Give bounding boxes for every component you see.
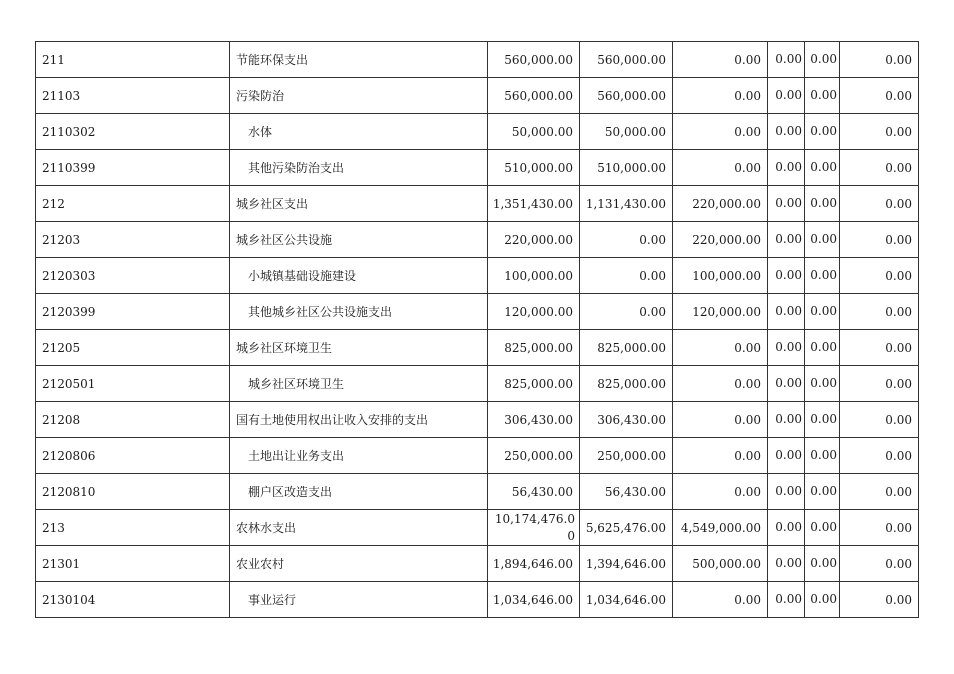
project-expenditure-cell: 0.00 bbox=[673, 150, 768, 186]
subject-code-cell: 21208 bbox=[36, 402, 230, 438]
project-expenditure-cell: 120,000.00 bbox=[673, 294, 768, 330]
subject-name-cell: 棚户区改造支出 bbox=[230, 474, 488, 510]
column-6-cell: 0.00 bbox=[768, 294, 805, 330]
table-row bbox=[36, 366, 919, 402]
column-7-cell: 0.00 bbox=[805, 402, 840, 438]
table-row bbox=[36, 78, 919, 114]
subject-code-cell: 211 bbox=[36, 42, 230, 78]
column-8-cell: 0.00 bbox=[840, 258, 919, 294]
total-amount-cell: 56,430.00 bbox=[488, 474, 580, 510]
column-7-cell: 0.00 bbox=[805, 78, 840, 114]
column-7-cell: 0.00 bbox=[805, 366, 840, 402]
basic-expenditure-cell: 250,000.00 bbox=[580, 438, 673, 474]
table-row bbox=[36, 222, 919, 258]
subject-code-cell: 213 bbox=[36, 510, 230, 546]
total-amount-cell: 220,000.00 bbox=[488, 222, 580, 258]
project-expenditure-cell: 100,000.00 bbox=[673, 258, 768, 294]
subject-name-cell: 事业运行 bbox=[230, 582, 488, 618]
basic-expenditure-cell: 560,000.00 bbox=[580, 78, 673, 114]
subject-name-cell: 城乡社区公共设施 bbox=[230, 222, 488, 258]
total-amount-cell: 100,000.00 bbox=[488, 258, 580, 294]
column-7-cell: 0.00 bbox=[805, 222, 840, 258]
column-8-cell: 0.00 bbox=[840, 222, 919, 258]
project-expenditure-cell: 0.00 bbox=[673, 42, 768, 78]
column-7-cell: 0.00 bbox=[805, 42, 840, 78]
project-expenditure-cell: 0.00 bbox=[673, 366, 768, 402]
column-8-cell: 0.00 bbox=[840, 42, 919, 78]
table-row bbox=[36, 582, 919, 618]
column-7-cell: 0.00 bbox=[805, 510, 840, 546]
column-8-cell: 0.00 bbox=[840, 438, 919, 474]
table-body bbox=[36, 42, 919, 618]
project-expenditure-cell: 500,000.00 bbox=[673, 546, 768, 582]
column-7-cell: 0.00 bbox=[805, 150, 840, 186]
subject-code-cell: 21301 bbox=[36, 546, 230, 582]
table-row bbox=[36, 474, 919, 510]
column-6-cell: 0.00 bbox=[768, 474, 805, 510]
column-7-cell: 0.00 bbox=[805, 582, 840, 618]
project-expenditure-cell: 220,000.00 bbox=[673, 222, 768, 258]
column-8-cell: 0.00 bbox=[840, 330, 919, 366]
column-6-cell: 0.00 bbox=[768, 402, 805, 438]
subject-name-cell: 土地出让业务支出 bbox=[230, 438, 488, 474]
total-amount-cell: 10,174,476.00 bbox=[488, 510, 580, 546]
column-8-cell: 0.00 bbox=[840, 474, 919, 510]
basic-expenditure-cell: 1,131,430.00 bbox=[580, 186, 673, 222]
column-6-cell: 0.00 bbox=[768, 150, 805, 186]
subject-code-cell: 2120501 bbox=[36, 366, 230, 402]
column-6-cell: 0.00 bbox=[768, 78, 805, 114]
project-expenditure-cell: 0.00 bbox=[673, 402, 768, 438]
total-amount-cell: 1,894,646.00 bbox=[488, 546, 580, 582]
column-6-cell: 0.00 bbox=[768, 438, 805, 474]
column-8-cell: 0.00 bbox=[840, 402, 919, 438]
table-row bbox=[36, 42, 919, 78]
subject-name-cell: 国有土地使用权出让收入安排的支出 bbox=[230, 402, 488, 438]
basic-expenditure-cell: 1,034,646.00 bbox=[580, 582, 673, 618]
subject-code-cell: 2120806 bbox=[36, 438, 230, 474]
basic-expenditure-cell: 0.00 bbox=[580, 222, 673, 258]
column-6-cell: 0.00 bbox=[768, 114, 805, 150]
subject-code-cell: 2110302 bbox=[36, 114, 230, 150]
column-7-cell: 0.00 bbox=[805, 474, 840, 510]
project-expenditure-cell: 0.00 bbox=[673, 78, 768, 114]
project-expenditure-cell: 220,000.00 bbox=[673, 186, 768, 222]
subject-code-cell: 2130104 bbox=[36, 582, 230, 618]
column-6-cell: 0.00 bbox=[768, 258, 805, 294]
subject-code-cell: 2120399 bbox=[36, 294, 230, 330]
basic-expenditure-cell: 56,430.00 bbox=[580, 474, 673, 510]
column-6-cell: 0.00 bbox=[768, 42, 805, 78]
column-6-cell: 0.00 bbox=[768, 186, 805, 222]
column-6-cell: 0.00 bbox=[768, 222, 805, 258]
basic-expenditure-cell: 825,000.00 bbox=[580, 330, 673, 366]
column-7-cell: 0.00 bbox=[805, 546, 840, 582]
table-row bbox=[36, 114, 919, 150]
total-amount-cell: 560,000.00 bbox=[488, 42, 580, 78]
basic-expenditure-cell: 306,430.00 bbox=[580, 402, 673, 438]
subject-name-cell: 污染防治 bbox=[230, 78, 488, 114]
column-6-cell: 0.00 bbox=[768, 366, 805, 402]
column-8-cell: 0.00 bbox=[840, 294, 919, 330]
total-amount-cell: 1,351,430.00 bbox=[488, 186, 580, 222]
subject-code-cell: 21103 bbox=[36, 78, 230, 114]
subject-code-cell: 2110399 bbox=[36, 150, 230, 186]
column-8-cell: 0.00 bbox=[840, 78, 919, 114]
column-7-cell: 0.00 bbox=[805, 294, 840, 330]
total-amount-cell: 50,000.00 bbox=[488, 114, 580, 150]
project-expenditure-cell: 0.00 bbox=[673, 330, 768, 366]
column-7-cell: 0.00 bbox=[805, 330, 840, 366]
project-expenditure-cell: 0.00 bbox=[673, 438, 768, 474]
column-8-cell: 0.00 bbox=[840, 582, 919, 618]
budget-table bbox=[35, 41, 919, 618]
table-row bbox=[36, 330, 919, 366]
total-amount-cell: 250,000.00 bbox=[488, 438, 580, 474]
subject-name-cell: 城乡社区环境卫生 bbox=[230, 366, 488, 402]
subject-name-cell: 节能环保支出 bbox=[230, 42, 488, 78]
basic-expenditure-cell: 50,000.00 bbox=[580, 114, 673, 150]
column-7-cell: 0.00 bbox=[805, 186, 840, 222]
table-row bbox=[36, 258, 919, 294]
column-8-cell: 0.00 bbox=[840, 114, 919, 150]
total-amount-cell: 510,000.00 bbox=[488, 150, 580, 186]
column-8-cell: 0.00 bbox=[840, 510, 919, 546]
column-6-cell: 0.00 bbox=[768, 546, 805, 582]
column-8-cell: 0.00 bbox=[840, 186, 919, 222]
basic-expenditure-cell: 560,000.00 bbox=[580, 42, 673, 78]
subject-code-cell: 2120303 bbox=[36, 258, 230, 294]
column-7-cell: 0.00 bbox=[805, 438, 840, 474]
table-row bbox=[36, 186, 919, 222]
subject-name-cell: 农林水支出 bbox=[230, 510, 488, 546]
subject-name-cell: 其他城乡社区公共设施支出 bbox=[230, 294, 488, 330]
total-amount-cell: 306,430.00 bbox=[488, 402, 580, 438]
column-8-cell: 0.00 bbox=[840, 546, 919, 582]
total-amount-cell: 120,000.00 bbox=[488, 294, 580, 330]
subject-name-cell: 农业农村 bbox=[230, 546, 488, 582]
column-6-cell: 0.00 bbox=[768, 330, 805, 366]
table-row bbox=[36, 294, 919, 330]
table-row bbox=[36, 402, 919, 438]
subject-code-cell: 21205 bbox=[36, 330, 230, 366]
subject-name-cell: 水体 bbox=[230, 114, 488, 150]
column-7-cell: 0.00 bbox=[805, 258, 840, 294]
column-8-cell: 0.00 bbox=[840, 150, 919, 186]
column-6-cell: 0.00 bbox=[768, 510, 805, 546]
basic-expenditure-cell: 0.00 bbox=[580, 258, 673, 294]
subject-name-cell: 其他污染防治支出 bbox=[230, 150, 488, 186]
table-row bbox=[36, 150, 919, 186]
table-row bbox=[36, 438, 919, 474]
table-row bbox=[36, 510, 919, 546]
subject-code-cell: 212 bbox=[36, 186, 230, 222]
total-amount-cell: 825,000.00 bbox=[488, 330, 580, 366]
basic-expenditure-cell: 0.00 bbox=[580, 294, 673, 330]
total-amount-cell: 560,000.00 bbox=[488, 78, 580, 114]
subject-code-cell: 2120810 bbox=[36, 474, 230, 510]
basic-expenditure-cell: 1,394,646.00 bbox=[580, 546, 673, 582]
subject-name-cell: 城乡社区支出 bbox=[230, 186, 488, 222]
subject-name-cell: 小城镇基础设施建设 bbox=[230, 258, 488, 294]
project-expenditure-cell: 0.00 bbox=[673, 582, 768, 618]
total-amount-cell: 825,000.00 bbox=[488, 366, 580, 402]
total-amount-cell: 1,034,646.00 bbox=[488, 582, 580, 618]
basic-expenditure-cell: 825,000.00 bbox=[580, 366, 673, 402]
project-expenditure-cell: 0.00 bbox=[673, 114, 768, 150]
basic-expenditure-cell: 510,000.00 bbox=[580, 150, 673, 186]
basic-expenditure-cell: 5,625,476.00 bbox=[580, 510, 673, 546]
column-6-cell: 0.00 bbox=[768, 582, 805, 618]
column-8-cell: 0.00 bbox=[840, 366, 919, 402]
project-expenditure-cell: 0.00 bbox=[673, 474, 768, 510]
subject-code-cell: 21203 bbox=[36, 222, 230, 258]
project-expenditure-cell: 4,549,000.00 bbox=[673, 510, 768, 546]
table-row bbox=[36, 546, 919, 582]
subject-name-cell: 城乡社区环境卫生 bbox=[230, 330, 488, 366]
column-7-cell: 0.00 bbox=[805, 114, 840, 150]
